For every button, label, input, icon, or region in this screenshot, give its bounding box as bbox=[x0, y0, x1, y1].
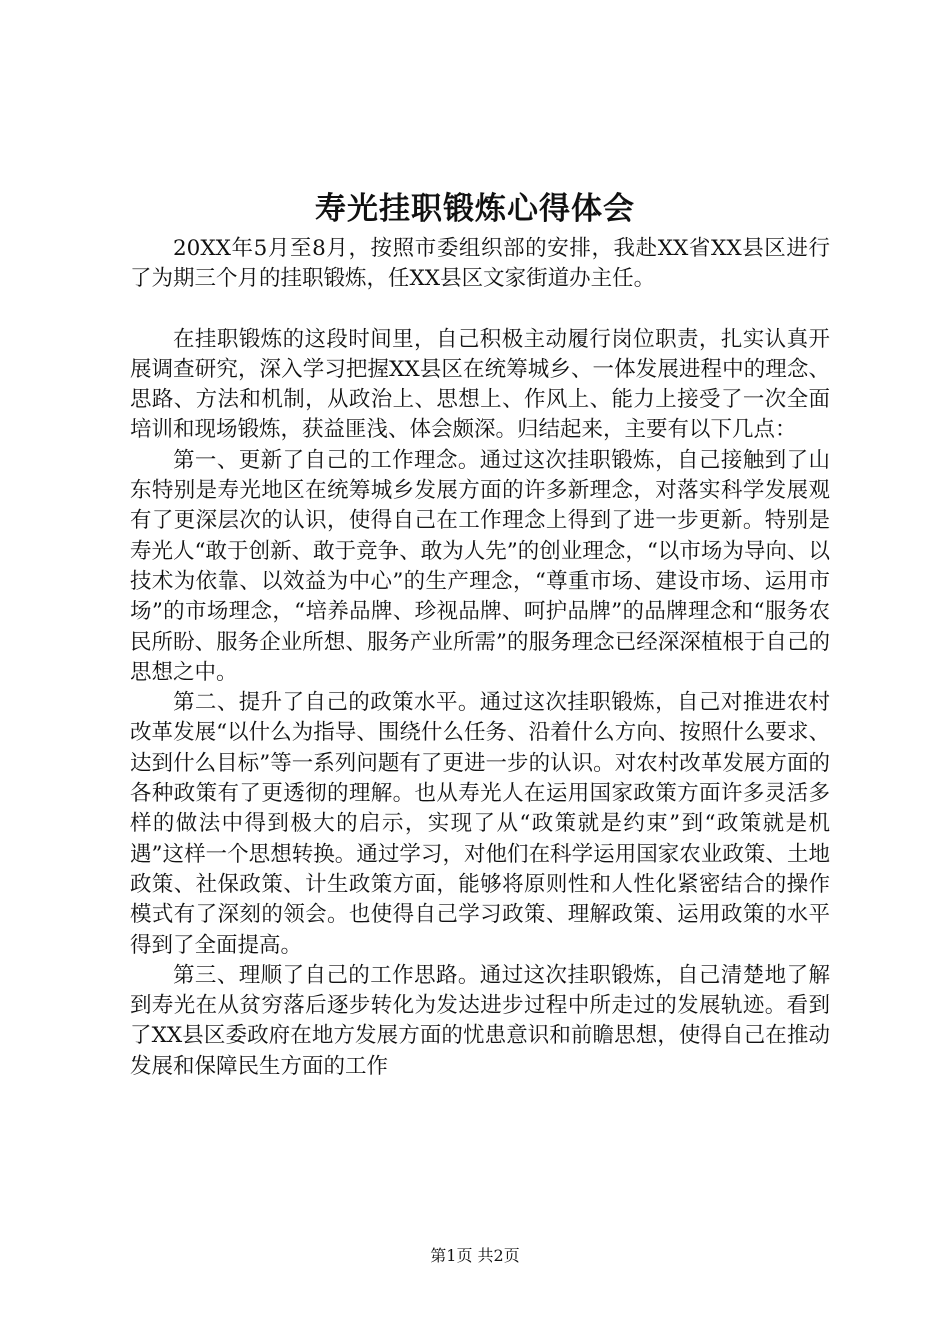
paragraph-summary: 在挂职锻炼的这段时间里，自己积极主动履行岗位职责，扎实认真开展调查研究，深入学习把握XX县区在统筹城乡、一体发展进程中的理念、思路、方法和机制，从政治上、思想上、作风上、能力上接受了一次全面培训和现场锻炼，获益匪浅、体会颇深。归结起来，主要有以下几点： bbox=[130, 326, 830, 443]
paragraph-intro: 20XX年5月至8月，按照市委组织部的安排，我赴XX省XX县区进行了为期三个月的挂职锻炼，任XX县区文家街道办主任。 bbox=[130, 236, 830, 292]
page-footer: 第1页 共2页 bbox=[430, 1246, 520, 1265]
paragraph-point-2: 第二、提升了自己的政策水平。通过这次挂职锻炼，自己对推进农村改革发展“以什么为指导、围绕什么任务、沿着什么方向、按照什么要求、达到什么目标”等一系列问题有了更进一步的认识。对农村改革发展方面的各种政策有了更透彻的理解。也从寿光人在运用国家政策方面许多灵活多样的做法中得到极大的启示，实现了从“政策就是约束”到“政策就是机遇”这样一个思想转换。通过学习，对他们在科学运用国家农业政策、土地政策、社保政策、计生政策方面，能够将原则性和人性化紧密结合的操作模式有了深刻的领会。也使得自己学习政策、理解政策、运用政策的水平得到了全面提高。 bbox=[130, 690, 830, 958]
paragraph-point-3: 第三、理顺了自己的工作思路。通过这次挂职锻炼，自己清楚地了解到寿光在从贫穷落后逐步转化为发达进步过程中所走过的发展轨迹。看到了XX县区委政府在地方发展方面的忧患意识和前瞻思想，使得自己在推动发展和保障民生方面的工作 bbox=[130, 962, 830, 1079]
document-title: 寿光挂职锻炼心得体会 bbox=[315, 191, 635, 227]
document-body bbox=[130, 234, 830, 1082]
paragraph-gap bbox=[130, 295, 830, 325]
paragraph-point-1: 第一、更新了自己的工作理念。通过这次挂职锻炼，自己接触到了山东特别是寿光地区在统筹城乡发展方面的许多新理念，对落实科学发展观有了更深层次的认识，使得自己在工作理念上得到了进一步更新。特别是寿光人“敢于创新、敢于竞争、敢为人先”的创业理念，“以市场为导向、以技术为依靠、以效益为中心”的生产理念，“尊重市场、建设市场、运用市场”的市场理念，“培养品牌、珍视品牌、呵护品牌”的品牌理念和“服务农民所盼、服务企业所想、服务产业所需”的服务理念已经深深植根于自己的思想之中。 bbox=[130, 447, 830, 685]
